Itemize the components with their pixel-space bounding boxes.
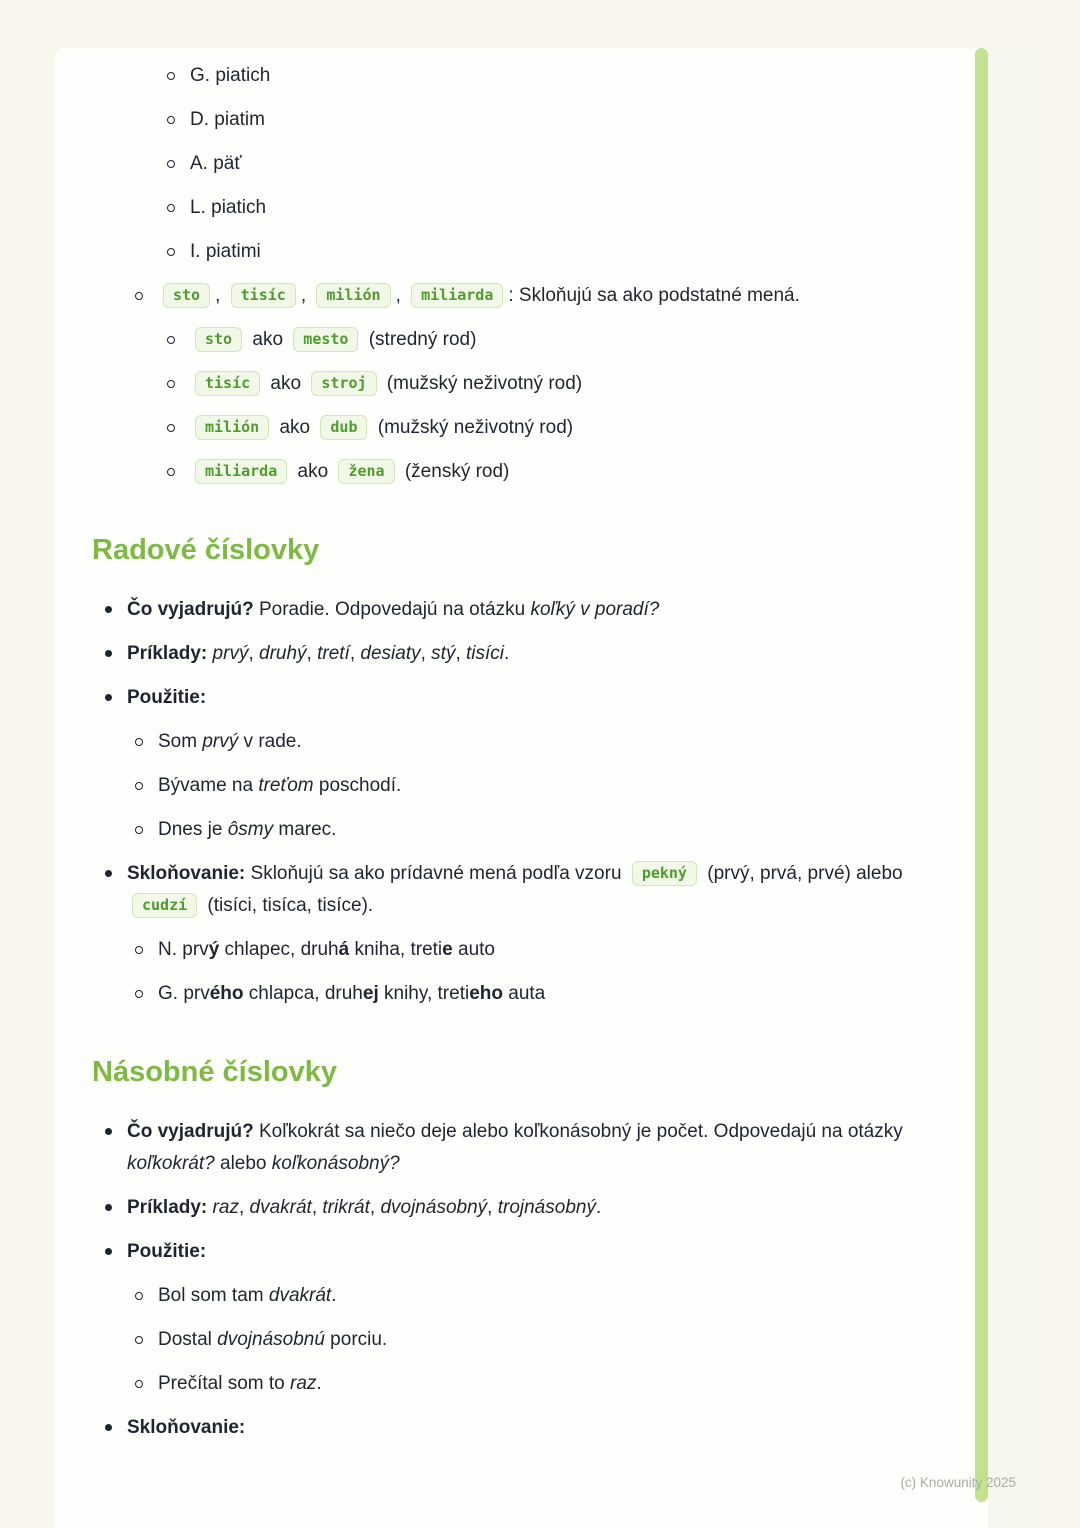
list-item: [55, 236, 975, 268]
italic-text: dvojnásobný: [380, 1197, 488, 1218]
italic-text: trikrát: [322, 1197, 370, 1218]
text: ,: [311, 1197, 323, 1218]
disc-bullet: [105, 1128, 112, 1135]
list-item: [55, 858, 975, 922]
text: .: [504, 643, 510, 664]
list-item-text: [190, 412, 945, 444]
code-chip: dub: [320, 415, 367, 440]
italic-text: raz: [290, 1373, 317, 1394]
text: ,: [306, 643, 318, 664]
bold-text: ého: [209, 983, 244, 1004]
text: ,: [455, 643, 467, 664]
list-item: [55, 280, 975, 312]
code-chip: žena: [338, 459, 394, 484]
section-heading: Násobné číslovky: [92, 1056, 337, 1088]
document-card: [55, 48, 1030, 1528]
circle-bullet: [167, 424, 175, 432]
document-content: [55, 48, 975, 1444]
italic-text: treťom: [258, 775, 314, 796]
text: .: [316, 1373, 322, 1394]
list-item: [55, 814, 975, 846]
circle-bullet: [135, 1380, 143, 1388]
disc-bullet: [105, 870, 112, 877]
list-item: [55, 148, 975, 180]
code-chip: sto: [195, 327, 242, 352]
text: (mužský neživotný rod): [372, 417, 574, 438]
circle-bullet: [167, 72, 175, 80]
list-item-text: [190, 236, 945, 268]
list-item-text: [127, 1192, 945, 1224]
list-item: [55, 60, 975, 92]
list-item: [55, 638, 975, 670]
italic-text: prvý: [202, 731, 239, 752]
circle-bullet: [167, 160, 175, 168]
disc-bullet: [105, 1204, 112, 1211]
text: porciu.: [324, 1329, 388, 1350]
text: Poradie. Odpovedajú na otázku: [253, 599, 531, 620]
text: ,: [300, 285, 312, 306]
text: Prečítal som to: [158, 1373, 290, 1394]
circle-bullet: [135, 946, 143, 954]
text: v rade.: [238, 731, 302, 752]
bold-text: Skloňovanie:: [127, 1417, 246, 1438]
list-item: [55, 978, 975, 1010]
text: .: [595, 1197, 602, 1218]
bold-text: Skloňovanie:: [127, 863, 246, 884]
circle-bullet: [167, 380, 175, 388]
italic-text: koľkokrát?: [127, 1153, 215, 1174]
list-item: [55, 1324, 975, 1356]
right-margin-panel: [988, 48, 1030, 1528]
text: (stredný rod): [363, 329, 477, 350]
bold-text: Použitie:: [127, 1241, 207, 1262]
code-chip: cudzí: [132, 893, 197, 918]
text: ,: [215, 285, 226, 306]
italic-text: trojnásobný: [497, 1197, 596, 1218]
disc-bullet: [105, 694, 112, 701]
list-item-text: [158, 934, 945, 966]
code-chip: sto: [163, 283, 210, 308]
disc-bullet: [105, 1248, 112, 1255]
italic-text: dvakrát: [249, 1197, 312, 1218]
text: (prvý, prvá, prvé) alebo: [701, 863, 903, 884]
italic-text: koľký v poradí?: [530, 599, 660, 620]
disc-bullet: [105, 1424, 112, 1431]
text: Dostal: [158, 1329, 218, 1350]
circle-bullet: [167, 468, 175, 476]
circle-bullet: [167, 204, 175, 212]
list-item: [55, 1236, 975, 1268]
text: ,: [369, 1197, 381, 1218]
list-item: [55, 1368, 975, 1400]
list-item-text: [127, 1236, 945, 1268]
list-item: [55, 1280, 975, 1312]
list-item: [55, 104, 975, 136]
code-chip: tisíc: [195, 371, 260, 396]
bold-text: ej: [362, 983, 379, 1004]
circle-bullet: [167, 116, 175, 124]
list-item: [55, 368, 975, 400]
italic-text: dvakrát: [268, 1285, 332, 1306]
text: ,: [238, 1197, 250, 1218]
code-chip: mesto: [293, 327, 358, 352]
text: Bol som tam: [158, 1285, 269, 1306]
circle-bullet: [135, 292, 143, 300]
text: alebo: [214, 1153, 272, 1174]
list-item-text: [158, 1324, 945, 1356]
italic-text: tretí: [317, 643, 350, 664]
list-item: [55, 1192, 975, 1224]
list-item-text: [158, 726, 945, 758]
text: Bývame na: [158, 775, 259, 796]
italic-text: raz: [212, 1197, 239, 1218]
bold-text: e: [442, 939, 453, 960]
text: ako: [292, 461, 334, 482]
green-accent-stripe: [975, 48, 988, 1502]
bold-text: Príklady:: [127, 1197, 208, 1218]
text: chlapca, druh: [243, 983, 363, 1004]
text: D. piatim: [190, 109, 265, 130]
list-item: [55, 682, 975, 714]
text: Dnes je: [158, 819, 228, 840]
bold-text: eho: [469, 983, 503, 1004]
list-item-text: [127, 1412, 945, 1444]
italic-text: stý: [431, 643, 456, 664]
bold-text: Príklady:: [127, 643, 208, 664]
code-chip: milión: [316, 283, 390, 308]
bold-text: Čo vyjadrujú?: [127, 1121, 254, 1142]
text: ako: [274, 417, 316, 438]
list-item-text: [190, 192, 945, 224]
list-item-text: [190, 324, 945, 356]
list-item-text: [158, 770, 945, 802]
list-item: [55, 594, 975, 626]
text: ,: [487, 1197, 498, 1218]
circle-bullet: [135, 990, 143, 998]
list-item: [55, 934, 975, 966]
text: chlapec, druh: [219, 939, 339, 960]
list-item: [55, 412, 975, 444]
list-item-text: [127, 682, 945, 714]
text: auto: [452, 939, 495, 960]
list-item-text: [127, 638, 945, 670]
list-item: [55, 770, 975, 802]
text: Koľkokrát sa niečo deje alebo koľkonásobný je počet. Odpovedajú na otázky: [253, 1121, 903, 1142]
text: auta: [502, 983, 546, 1004]
text: N. prv: [158, 939, 209, 960]
list-item: [55, 192, 975, 224]
list-item-text: [127, 858, 945, 922]
text: kniha, treti: [349, 939, 443, 960]
italic-text: prvý: [212, 643, 249, 664]
list-item: [55, 1116, 975, 1180]
circle-bullet: [135, 782, 143, 790]
text: knihy, treti: [378, 983, 470, 1004]
code-chip: miliarda: [411, 283, 503, 308]
code-chip: stroj: [311, 371, 376, 396]
text: : Skloňujú sa ako podstatné mená.: [508, 285, 800, 306]
text: (tisíci, tisíca, tisíce).: [202, 895, 374, 916]
code-chip: pekný: [632, 861, 697, 886]
list-item-text: [190, 368, 945, 400]
disc-bullet: [105, 606, 112, 613]
list-item-text: [127, 594, 945, 626]
list-item: [55, 324, 975, 356]
bold-text: Čo vyjadrujú?: [127, 599, 254, 620]
list-item: [55, 1412, 975, 1444]
text: (mužský neživotný rod): [381, 373, 583, 394]
list-item-text: [158, 1368, 945, 1400]
text: A. päť: [190, 153, 242, 174]
circle-bullet: [135, 738, 143, 746]
circle-bullet: [135, 1292, 143, 1300]
text: ,: [395, 285, 407, 306]
list-item-text: [127, 1116, 945, 1180]
list-item-text: [158, 1280, 945, 1312]
list-item: [55, 456, 975, 488]
text: (ženský rod): [399, 461, 510, 482]
italic-text: koľkonásobný?: [271, 1153, 400, 1174]
list-item-text: [190, 148, 945, 180]
circle-bullet: [135, 826, 143, 834]
code-chip: tisíc: [231, 283, 296, 308]
text: ,: [420, 643, 432, 664]
copyright-footer: (c) Knowunity 2025: [900, 1475, 1016, 1490]
text: .: [331, 1285, 337, 1306]
text: ako: [265, 373, 307, 394]
circle-bullet: [135, 1336, 143, 1344]
italic-text: ôsmy: [227, 819, 274, 840]
bold-text: ý: [208, 939, 220, 960]
list-item-text: [158, 978, 945, 1010]
bold-text: Použitie:: [127, 687, 207, 708]
text: Som: [158, 731, 203, 752]
section-heading: Radové číslovky: [92, 534, 320, 566]
text: ako: [247, 329, 289, 350]
text: marec.: [273, 819, 337, 840]
list-item-text: [190, 104, 945, 136]
code-chip: miliarda: [195, 459, 287, 484]
bold-text: á: [338, 939, 350, 960]
text: ,: [349, 643, 361, 664]
text: I. piatimi: [190, 241, 261, 262]
list-item-text: [190, 456, 945, 488]
text: L. piatich: [190, 197, 267, 218]
circle-bullet: [167, 336, 175, 344]
italic-text: dvojnásobnú: [217, 1329, 325, 1350]
list-item-text: [158, 280, 945, 312]
list-item: [55, 726, 975, 758]
italic-text: druhý: [259, 643, 307, 664]
code-chip: milión: [195, 415, 269, 440]
list-item-text: [158, 814, 945, 846]
disc-bullet: [105, 650, 112, 657]
text: G. piatich: [190, 65, 271, 86]
text: Skloňujú sa ako prídavné mená podľa vzoru: [245, 863, 627, 884]
text: ,: [248, 643, 260, 664]
italic-text: desiaty: [360, 643, 421, 664]
text: poschodí.: [313, 775, 402, 796]
circle-bullet: [167, 248, 175, 256]
text: G. prv: [158, 983, 210, 1004]
list-item-text: [190, 60, 945, 92]
italic-text: tisíci: [466, 643, 505, 664]
